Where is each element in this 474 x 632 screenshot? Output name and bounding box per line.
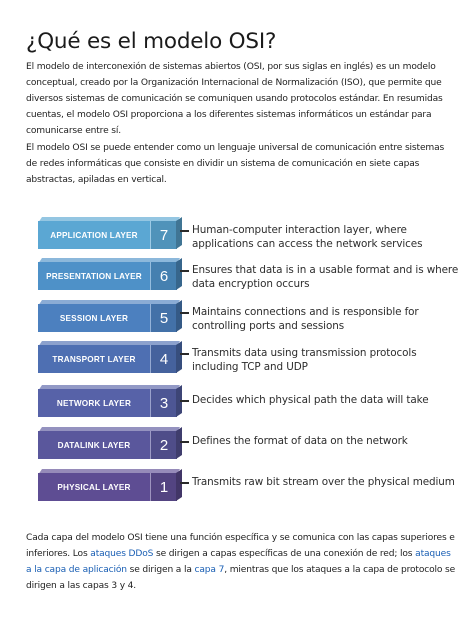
layer-description: Transmits data using transmission protocols including TCP and UDP xyxy=(192,347,417,373)
layer-name: SESSION LAYER xyxy=(59,313,129,323)
layer-side-face xyxy=(176,469,182,501)
intro-paragraph-2: El modelo OSI se puede entender como un lenguaje universal de comunicación entre sistemas de redes informáticas que consiste en dividir un sistema de comunicación en siete capas abstractas, apiladas en vertical. xyxy=(26,143,445,185)
layer-description: Decides which physical path the data will take xyxy=(192,394,429,406)
layer-name: TRANSPORT LAYER xyxy=(52,354,136,364)
layer-7-link[interactable]: capa 7 xyxy=(194,565,225,575)
osi-layer-session xyxy=(38,300,176,332)
layer-description: Maintains connections and is responsible for controlling ports and sessions xyxy=(192,306,419,332)
layer-number: 2 xyxy=(150,431,177,459)
osi-layer-presentation xyxy=(38,258,176,290)
layer-number: 4 xyxy=(150,345,177,373)
layer-number: 5 xyxy=(150,304,177,332)
layer-number: 3 xyxy=(150,389,177,417)
osi-layer-application xyxy=(38,217,176,249)
layer-name: PHYSICAL LAYER xyxy=(57,482,131,492)
application-layer-attacks-link[interactable]: ataques a la capa de aplicación xyxy=(26,549,451,575)
ddos-attacks-link[interactable]: ataques DDoS xyxy=(90,549,154,559)
closing-paragraph xyxy=(26,530,456,594)
osi-layer-transport xyxy=(38,341,176,373)
layer-number: 1 xyxy=(150,473,177,501)
osi-layer-network xyxy=(38,385,176,417)
osi-layer-datalink xyxy=(38,427,176,459)
layer-side-face xyxy=(176,341,182,373)
layer-number: 6 xyxy=(150,262,177,290)
layer-label-box xyxy=(38,221,150,249)
layer-number: 7 xyxy=(150,221,177,249)
layer-label-box xyxy=(38,262,150,290)
closing-text-1: Cada capa del modelo OSI tiene una función específica y se comunica con las capas superiores e inferiores. Los xyxy=(26,533,455,559)
layer-side-face xyxy=(176,385,182,417)
closing-text-2: se dirigen a capas específicas de una conexión de red; los xyxy=(153,549,416,559)
layer-label-box xyxy=(38,431,150,459)
layer-description: Ensures that data is in a usable format and is where data encryption occurs xyxy=(192,264,459,290)
layer-label-box xyxy=(38,345,150,373)
layer-name: NETWORK LAYER xyxy=(56,398,132,408)
page-title: ¿Qué es el modelo OSI? xyxy=(26,29,277,54)
layer-side-face xyxy=(176,217,182,249)
layer-label-box xyxy=(38,389,150,417)
layer-label-box xyxy=(38,304,150,332)
layer-description: Transmits raw bit stream over the physical medium xyxy=(192,476,455,488)
layer-description: Human-computer interaction layer, where applications can access the network services xyxy=(192,224,423,250)
layer-name: PRESENTATION LAYER xyxy=(46,271,142,281)
layer-description: Defines the format of data on the network xyxy=(192,435,408,447)
layer-side-face xyxy=(176,258,182,290)
layer-side-face xyxy=(176,427,182,459)
closing-text-4: , mientras que los ataques a la capa de protocolo se dirigen a las capas 3 y 4. xyxy=(26,565,456,591)
layer-name: DATALINK LAYER xyxy=(57,440,131,450)
layer-name: APPLICATION LAYER xyxy=(50,230,138,240)
osi-layer-physical xyxy=(38,469,176,501)
layer-side-face xyxy=(176,300,182,332)
intro-paragraph: El modelo de interconexión de sistemas abiertos (OSI, por sus siglas en inglés) es un modelo conceptual, creado por la Organización Internacional de Normalización (ISO), que permite que diversos sistemas de comunicación se comuniquen usando protocolos estándar. En resumidas cuentas, el modelo OSI proporciona a los diferentes sistemas informáticos un estándar para comunicarse entre sí. xyxy=(26,62,443,136)
layer-label-box xyxy=(38,473,150,501)
closing-text-3: se dirigen a la xyxy=(126,565,195,575)
